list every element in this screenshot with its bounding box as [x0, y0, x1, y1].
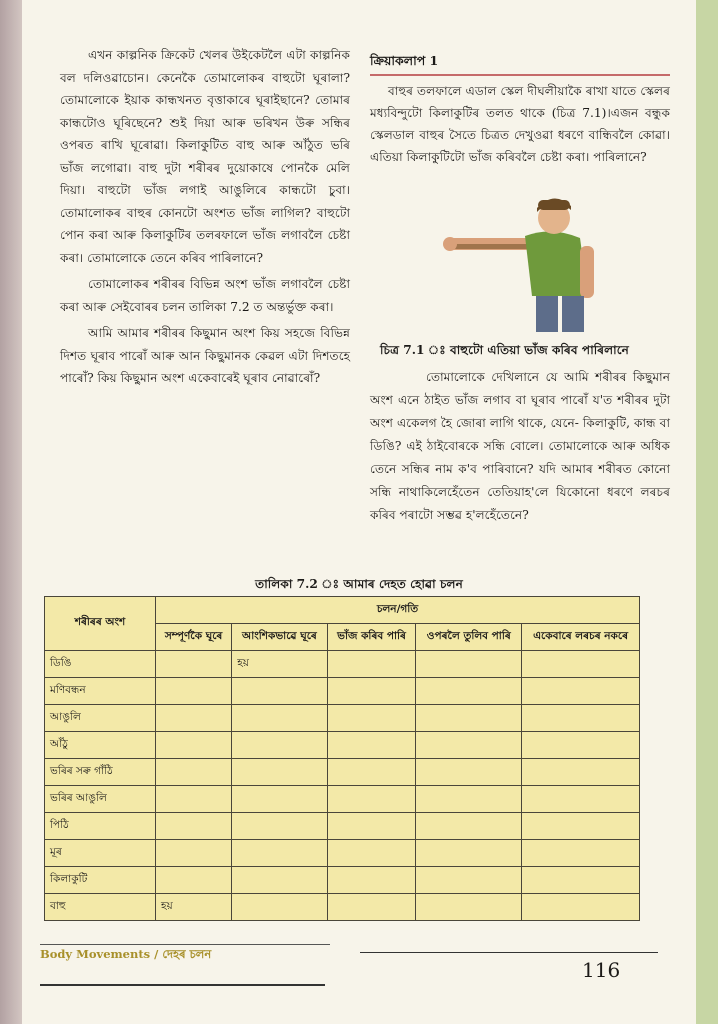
- page-binding-shadow: [0, 0, 22, 1024]
- table-cell: [522, 894, 640, 921]
- movement-table: [44, 596, 640, 921]
- table-cell: [522, 651, 640, 678]
- activity-box: [370, 50, 670, 168]
- body-part-cell: আঁঠু: [45, 732, 156, 759]
- activity-title: ক্ৰিয়াকলাপ 1: [370, 50, 670, 76]
- left-paragraph-2: তোমালোকৰ শৰীৰৰ বিভিন্ন অংশ ভাঁজ লগাবলৈ চেষ্টা কৰা আৰু সেইবোৰৰ চলন তালিকা 7.2 ত অন্তৰ্ভুক্ত কৰা।: [60, 277, 350, 314]
- table-row: [45, 678, 640, 705]
- shirt-shape: [525, 231, 588, 296]
- table-cell: [232, 894, 328, 921]
- table-cell: [416, 786, 522, 813]
- left-paragraph-3: আমি আমাৰ শৰীৰৰ কিছুমান অংশ কিয় সহজে বিভিন্ন দিশত ঘূৰাব পাৰোঁ আৰু আন কিছুমানক কেৱল এটা দিশতহে পাৰোঁ? কিয় কিছুমান অংশ একেবাৰেই ঘূৰাব নোৱাৰোঁ?: [60, 326, 350, 385]
- page-number: 116: [582, 958, 621, 982]
- table-cell: [327, 759, 416, 786]
- table-cell: [327, 678, 416, 705]
- table-cell: [232, 840, 328, 867]
- footer-chapter-label: Body Movements / দেহৰ চলন: [40, 947, 212, 961]
- body-part-header: শৰীৰৰ অংশ: [45, 597, 156, 651]
- trousers-shape: [536, 296, 558, 332]
- table-cell: [416, 813, 522, 840]
- table-cell: [232, 813, 328, 840]
- table-cell: [327, 786, 416, 813]
- table-cell: [522, 786, 640, 813]
- table-cell: [327, 813, 416, 840]
- table-row: [45, 651, 640, 678]
- boy-with-scale-illustration: [440, 196, 610, 336]
- table-cell: [232, 732, 328, 759]
- table-cell: [416, 840, 522, 867]
- hand-shape: [443, 237, 457, 251]
- table-row: [45, 867, 640, 894]
- table-cell: [416, 732, 522, 759]
- table-cell: [522, 867, 640, 894]
- table-cell: [416, 759, 522, 786]
- table-cell: [416, 678, 522, 705]
- footer-bottom-rule: [40, 984, 325, 986]
- table-cell: [156, 813, 232, 840]
- body-part-cell: ভৰিৰ আঙুলি: [45, 786, 156, 813]
- column-header: আংশিকভাৱে ঘূৰে: [232, 624, 328, 651]
- table-row: [45, 786, 640, 813]
- table-cell: হয়: [232, 651, 328, 678]
- table-cell: [522, 732, 640, 759]
- left-column: [60, 44, 350, 394]
- table-cell: [416, 705, 522, 732]
- table-cell: [232, 705, 328, 732]
- table-cell: [522, 840, 640, 867]
- table-cell: [156, 867, 232, 894]
- table-cell: [416, 867, 522, 894]
- body-part-cell: বাহু: [45, 894, 156, 921]
- left-paragraph-1: এখন কাল্পনিক ক্ৰিকেট খেলৰ উইকেটলৈ এটা কাল্পনিক বল দলিওৱাচোন। কেনেকৈ তোমালোকৰ বাহুটো ঘূৰালা? তোমালোকে ইয়াক কান্ধখনত বৃত্তাকাৰে ঘূৰাইছানে? তোমাৰ কান্ধটোও ঘূৰিছেনে? শুই দিয়া আৰু ভৰিখন উৰু সন্ধিৰ ওপৰত ৰাখি ঘূৰোৱা। কিলাকুটিত বাহু আৰু আঁঠুত ভৰি ভাঁজ লগোৱা। বাহু দুটা শৰীৰৰ দুয়োকাষে পোনকৈ মেলি দিয়া। বাহুটো ভাঁজ লগাই আঙুলিৰে কান্ধটো চুবা। তোমালোকৰ বাহুৰ কোনটো অংশত ভাঁজ লাগিল? বাহুটো পোন কৰা আৰু কিলাকুটিৰ তলৰফালে ভাঁজ লগাবলৈ চেষ্টা কৰা। তোমালোকে তেনে কৰিব পাৰিলানে?: [60, 48, 350, 265]
- table-cell: [522, 759, 640, 786]
- activity-text: বাহুৰ তলফালে এডাল স্কেল দীঘলীয়াকৈ ৰাখা যাতে স্কেলৰ মধ্যবিন্দুটো কিলাকুটিৰ তলত থাকে (চিত্ৰ 7.1)।এজন বন্ধুক স্কেলডাল বাহুৰ সৈতে চিত্ৰত দেখুওৱা ধৰণে বান্ধিবলৈ কোৱা। এতিয়া কিলাকুটিটো ভাঁজ কৰিবলৈ চেষ্টা কৰা। পাৰিলানে?: [370, 84, 670, 164]
- table-row: [45, 813, 640, 840]
- table-cell: [232, 759, 328, 786]
- right-arm-shape: [580, 246, 594, 298]
- column-header: ওপৰলৈ তুলিব পাৰি: [416, 624, 522, 651]
- column-header: সম্পূৰ্ণকৈ ঘূৰে: [156, 624, 232, 651]
- table-cell: হয়: [156, 894, 232, 921]
- table-cell: [522, 813, 640, 840]
- body-part-cell: ভৰিৰ সৰু গাঁঠি: [45, 759, 156, 786]
- body-part-cell: মূৰ: [45, 840, 156, 867]
- table-cell: [327, 867, 416, 894]
- table-cell: [327, 732, 416, 759]
- page-edge-strip: [696, 0, 718, 1024]
- table-cell: [156, 786, 232, 813]
- table-row: [45, 894, 640, 921]
- table-cell: [327, 894, 416, 921]
- column-header: ভাঁজ কৰিব পাৰি: [327, 624, 416, 651]
- table-cell: [416, 651, 522, 678]
- body-part-cell: আঙুলি: [45, 705, 156, 732]
- table-row: [45, 759, 640, 786]
- table-cell: [327, 651, 416, 678]
- table-title: তালিকা 7.2 ঃ আমাৰ দেহত হোৱা চলন: [255, 577, 463, 591]
- table-cell: [156, 732, 232, 759]
- table-row: [45, 840, 640, 867]
- footer-top-rule: [40, 944, 330, 945]
- table-cell: [327, 705, 416, 732]
- table-cell: [156, 840, 232, 867]
- table-cell: [522, 705, 640, 732]
- table-cell: [232, 678, 328, 705]
- table-cell: [232, 786, 328, 813]
- table-row: [45, 732, 640, 759]
- body-part-cell: ডিঙি: [45, 651, 156, 678]
- table-cell: [156, 651, 232, 678]
- table-cell: [232, 867, 328, 894]
- table-cell: [327, 840, 416, 867]
- table-cell: [416, 894, 522, 921]
- table-cell: [156, 705, 232, 732]
- movement-header: চলন/গতি: [156, 597, 640, 624]
- body-part-cell: পিঠি: [45, 813, 156, 840]
- table-row: [45, 705, 640, 732]
- figure-caption: চিত্ৰ 7.1 ঃ বাহুটো এতিয়া ভাঁজ কৰিব পাৰিলানে: [380, 343, 629, 357]
- table-cell: [156, 759, 232, 786]
- right-paragraph: তোমালোকে দেখিলানে যে আমি শৰীৰৰ কিছুমান অংশ এনে ঠাইত ভাঁজ লগাব বা ঘূৰাব পাৰোঁ য'ত শৰীৰৰ দুটা অংশ একেলগ হৈ জোৰা লাগি থাকে, যেনে- কিলাকুটি, কান্ধ বা ডিঙি? এই ঠাইবোৰকে সন্ধি বোলে। তোমালোকে আৰু অধিক তেনে সন্ধিৰ নাম ক'ব পাৰিবানে? যদি আমাৰ শৰীৰত কোনো সন্ধি নাথাকিলেহেঁতেন তেতিয়াহ'লে যিকোনো ধৰণে লৰচৰ কৰিব পৰাটো সম্ভৱ হ'লহেঁতেনে?: [370, 370, 670, 522]
- right-column-body: [370, 366, 670, 527]
- table-cell: [522, 678, 640, 705]
- page-number-rule: [360, 952, 658, 953]
- body-part-cell: কিলাকুটি: [45, 867, 156, 894]
- table-cell: [156, 678, 232, 705]
- body-part-cell: মণিবন্ধন: [45, 678, 156, 705]
- column-header: একেবাৰে লৰচৰ নকৰে: [522, 624, 640, 651]
